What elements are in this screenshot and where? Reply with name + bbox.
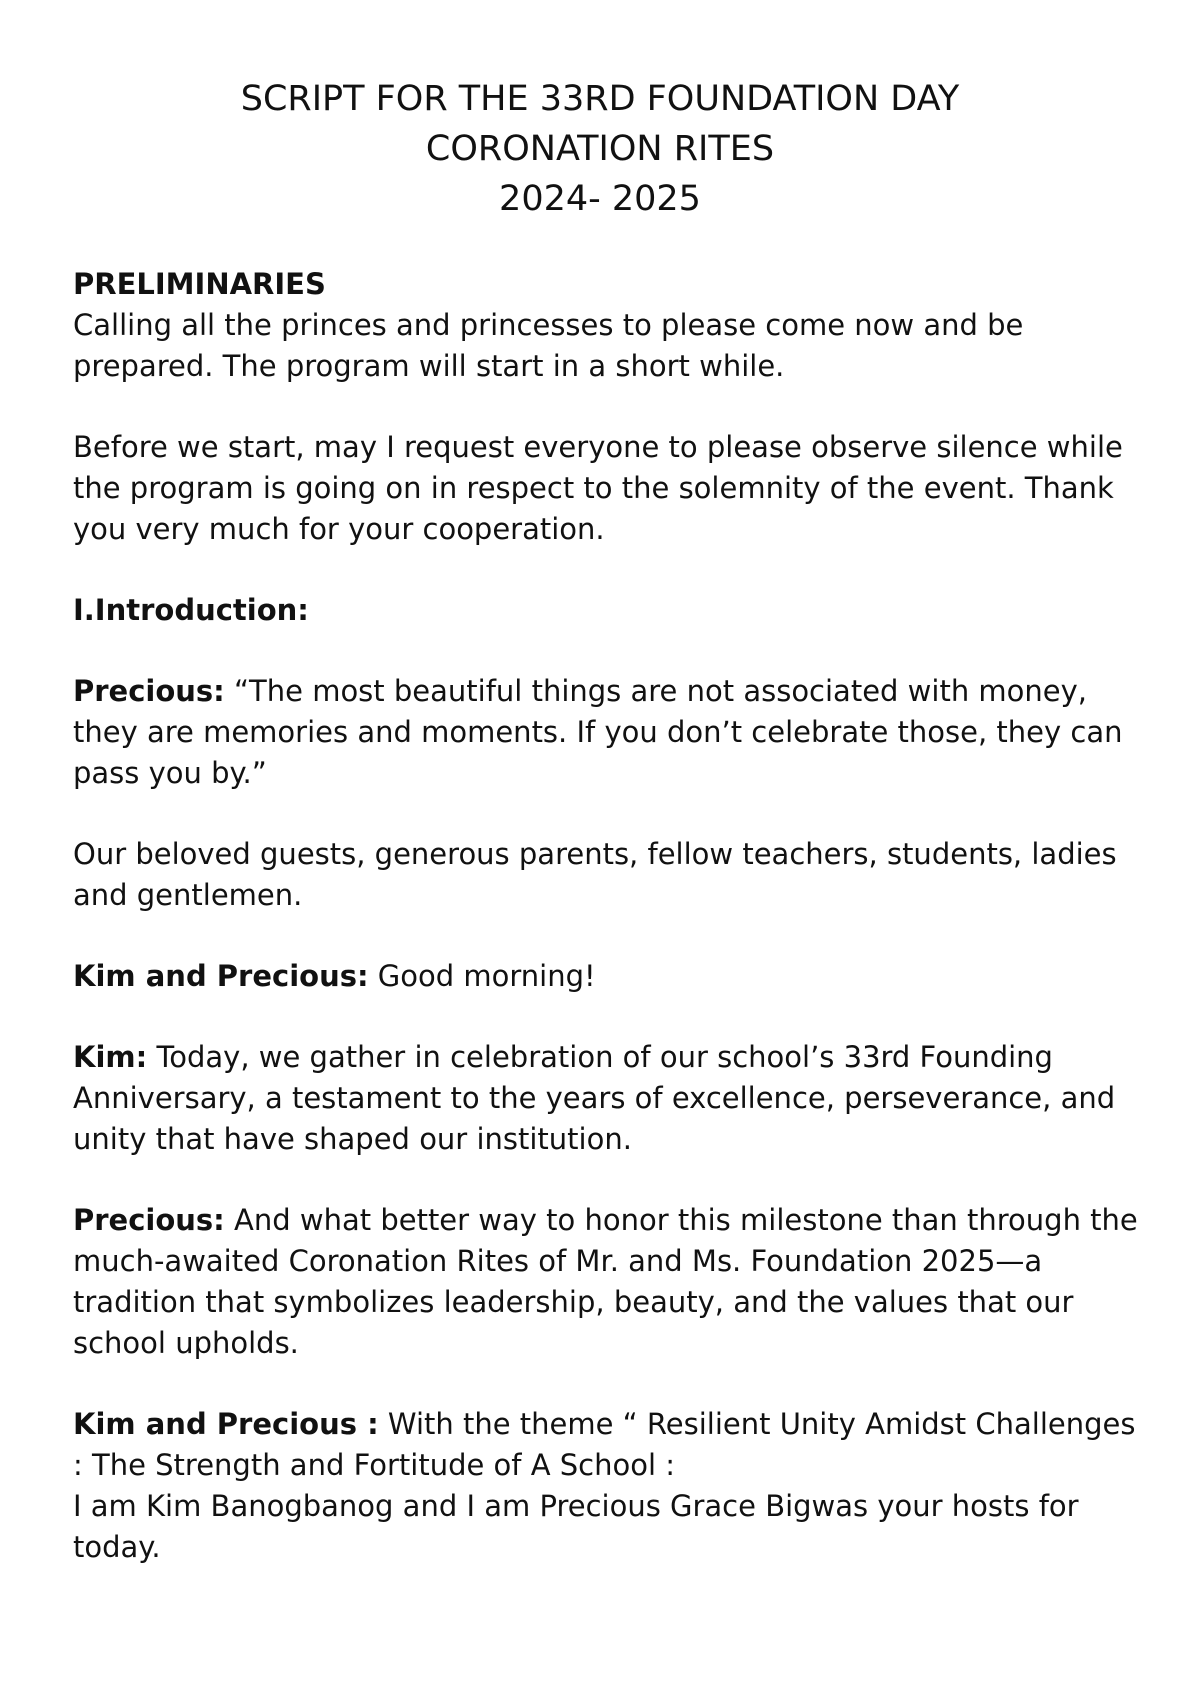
silence-request-text: Before we start, may I request everyone to please observe silence while the program is going on in respect to the solemnity of the event. Thank you very much for your cooperation. (73, 430, 1123, 546)
script-line (73, 1037, 1143, 1160)
speaker-label: Kim and Precious : (73, 1407, 379, 1441)
preliminaries-text: Calling all the princes and princesses to please come now and be prepared. The program will start in a short while. (73, 308, 1024, 383)
preliminaries-section (73, 264, 1143, 387)
title-line-2: CORONATION RITES (425, 129, 775, 169)
speaker-label: Precious: (73, 674, 225, 708)
script-line-text: “The most beautiful things are not associated with money, they are memories and moments. If you don’t celebrate those, they can pass you by.” (73, 674, 1123, 790)
document-title (73, 74, 1127, 224)
title-line-3: 2024- 2025 (499, 179, 701, 219)
script-line-text: Our beloved guests, generous parents, fellow teachers, students, ladies and gentlemen. (73, 837, 1117, 912)
introduction-heading-block (73, 590, 1143, 631)
script-line-text: Today, we gather in celebration of our school’s 33rd Founding Anniversary, a testament to the years of excellence, perseverance, and unity that have shaped our institution. (73, 1040, 1116, 1156)
preliminaries-heading: PRELIMINARIES (73, 267, 326, 301)
speaker-label: Kim and Precious: (73, 959, 369, 993)
title-line-1: SCRIPT FOR THE 33RD FOUNDATION DAY (240, 79, 960, 119)
host-introduction-text: I am Kim Banogbanog and I am Precious Grace Bigwas your hosts for today. (73, 1489, 1079, 1564)
introduction-heading: I.Introduction: (73, 593, 309, 627)
speaker-label: Precious: (73, 1203, 225, 1237)
script-line-text: With the theme “ Resilient Unity Amidst Challenges : The Strength and Fortitude of A School : (73, 1407, 1136, 1482)
speaker-label: Kim: (73, 1040, 148, 1074)
silence-request-paragraph (73, 427, 1143, 550)
script-line (73, 671, 1143, 794)
document-page (73, 74, 1143, 1608)
script-line-text: And what better way to honor this milestone than through the much-awaited Coronation Rites of Mr. and Ms. Foundation 2025—a tradition that symbolizes leadership, beauty, and the values that our school upholds. (73, 1203, 1138, 1360)
script-line (73, 834, 1143, 916)
script-line (73, 1404, 1143, 1568)
script-line-text: Good morning! (368, 959, 596, 993)
script-line (73, 956, 1143, 997)
script-line (73, 1200, 1143, 1364)
